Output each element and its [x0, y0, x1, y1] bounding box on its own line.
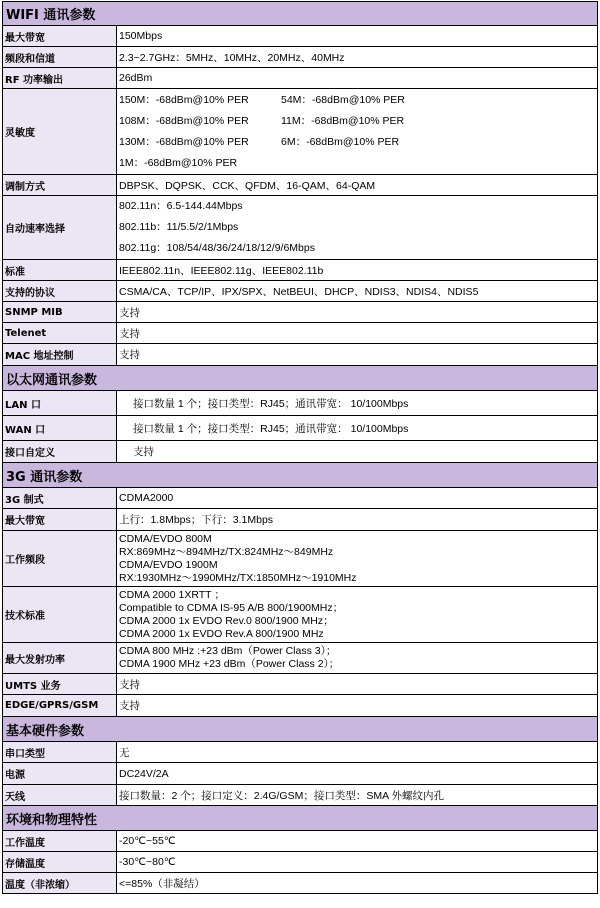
frequency-line: CDMA/EVDO 800M	[119, 532, 212, 545]
label-modulation: 调制方式	[3, 175, 117, 196]
value-wifi-bandwidth: 150Mbps	[117, 26, 598, 47]
power-line: CDMA 800 MHz :+23 dBm（Power Class 3）；	[119, 645, 337, 657]
spec-table	[2, 1, 598, 894]
sensitivity-item: 150M：-68dBm@10% PER	[119, 93, 249, 106]
section-environment: 环境和物理特性	[3, 806, 598, 831]
sensitivity-item: 130M：-68dBm@10% PER	[119, 135, 249, 148]
label-protocols: 支持的协议	[3, 281, 117, 302]
label-edge-gprs-gsm: EDGE/GPRS/GSM	[3, 695, 117, 717]
rate-item: 802.11n：6.5-144.44Mbps	[119, 200, 243, 212]
sensitivity-row	[119, 132, 595, 153]
label-umts: UMTS 业务	[3, 674, 117, 695]
value-protocols: CSMA/CA、TCP/IP、IPX/SPX、NetBEUI、DHCP、NDIS3、NDIS4、NDIS5	[117, 281, 598, 302]
frequency-line: CDMA/EVDO 1900M	[119, 558, 218, 571]
value-wan: 接口数量 1 个；接口类型：RJ45；通讯带宽： 10/100Mbps	[117, 416, 598, 441]
label-antenna: 天线	[3, 785, 117, 806]
value-frequency	[117, 531, 598, 587]
label-sensitivity: 灵敏度	[3, 89, 117, 175]
value-serial: 无	[117, 742, 598, 763]
label-telnet: Telenet	[3, 323, 117, 344]
section-wifi: WIFI 通讯参数	[3, 2, 598, 26]
label-interface-custom: 接口自定义	[3, 441, 117, 463]
label-wan: WAN 口	[3, 416, 117, 441]
frequency-line: RX:1930MHz～1990MHz/TX:1850MHz～1910MHz	[119, 571, 357, 584]
value-antenna: 接口数量：2 个；接口定义：2.4G/GSM；接口类型：SMA 外螺纹内孔	[117, 785, 598, 806]
rate-item: 802.11b：11/5.5/2/1Mbps	[119, 221, 239, 233]
value-humidity: <=85%（非凝结）	[117, 873, 598, 894]
value-modulation: DBPSK、DQPSK、CCK、QFDM、16-QAM、64-QAM	[117, 175, 598, 196]
tech-line: Compatible to CDMA IS-95 A/B 800/1900MHz；	[119, 601, 344, 614]
value-lan: 接口数量 1 个；接口类型：RJ45；通讯带宽： 10/100Mbps	[117, 391, 598, 416]
label-frequency: 工作频段	[3, 531, 117, 587]
sensitivity-item: 11M：-68dBm@10% PER	[281, 114, 405, 127]
value-3g-mode: CDMA2000	[117, 488, 598, 509]
label-snmp: SNMP MIB	[3, 302, 117, 323]
label-power-supply: 电源	[3, 763, 117, 785]
value-power-supply: DC24V/2A	[117, 763, 598, 785]
tech-line: CDMA 2000 1x EVDO Rev.A 800/1900 MHz	[119, 627, 324, 640]
label-storage-temp: 存储温度	[3, 852, 117, 873]
tech-line: CDMA 2000 1x EVDO Rev.0 800/1900 MHz；	[119, 614, 334, 627]
rate-item: 802.11g：108/54/48/36/24/18/12/9/6Mbps	[119, 242, 315, 254]
label-rf-power: RF 功率输出	[3, 68, 117, 89]
label-lan: LAN 口	[3, 391, 117, 416]
sensitivity-item: 54M：-68dBm@10% PER	[281, 93, 405, 106]
value-rf-power: 26dBm	[117, 68, 598, 89]
section-ethernet: 以太网通讯参数	[3, 366, 598, 391]
label-mac-control: MAC 地址控制	[3, 344, 117, 366]
value-tech-standard	[117, 587, 598, 643]
value-telnet: 支持	[117, 323, 598, 344]
label-max-tx-power: 最大发射功率	[3, 643, 117, 674]
label-3g-bandwidth: 最大带宽	[3, 509, 117, 531]
label-band-channel: 频段和信道	[3, 47, 117, 68]
value-band-channel: 2.3~2.7GHz：5MHz、10MHz、20MHz、40MHz	[117, 47, 598, 68]
value-interface-custom: 支持	[117, 441, 598, 463]
power-line: CDMA 1900 MHz +23 dBm（Power Class 2）；	[119, 658, 340, 670]
section-3g: 3G 通讯参数	[3, 463, 598, 488]
label-tech-standard: 技术标准	[3, 587, 117, 643]
label-auto-rate: 自动速率选择	[3, 196, 117, 260]
sensitivity-item: 1M：-68dBm@10% PER	[119, 156, 238, 169]
value-umts: 支持	[117, 674, 598, 695]
value-sensitivity	[117, 89, 598, 175]
label-wifi-bandwidth: 最大带宽	[3, 26, 117, 47]
sensitivity-item: 6M：-68dBm@10% PER	[281, 135, 400, 148]
label-3g-mode: 3G 制式	[3, 488, 117, 509]
value-snmp: 支持	[117, 302, 598, 323]
sensitivity-row	[119, 90, 595, 111]
value-3g-bandwidth: 上行：1.8Mbps；下行：3.1Mbps	[117, 509, 598, 531]
sensitivity-row	[119, 111, 595, 132]
value-work-temp: -20℃~55℃	[117, 831, 598, 852]
label-work-temp: 工作温度	[3, 831, 117, 852]
sensitivity-item: 108M：-68dBm@10% PER	[119, 114, 249, 127]
sensitivity-row	[119, 153, 595, 174]
label-standard: 标准	[3, 260, 117, 281]
value-mac-control: 支持	[117, 344, 598, 366]
frequency-line: RX:869MHz～894MHz/TX:824MHz～849MHz	[119, 545, 334, 558]
value-storage-temp: -30℃~80℃	[117, 852, 598, 873]
label-serial: 串口类型	[3, 742, 117, 763]
value-auto-rate	[117, 196, 598, 260]
section-hardware: 基本硬件参数	[3, 717, 598, 742]
label-humidity: 温度（非浓缩）	[3, 873, 117, 894]
value-edge-gprs-gsm: 支持	[117, 695, 598, 717]
tech-line: CDMA 2000 1XRTT ；	[119, 588, 225, 601]
value-standard: IEEE802.11n、IEEE802.11g、IEEE802.11b	[117, 260, 598, 281]
value-max-tx-power	[117, 643, 598, 674]
